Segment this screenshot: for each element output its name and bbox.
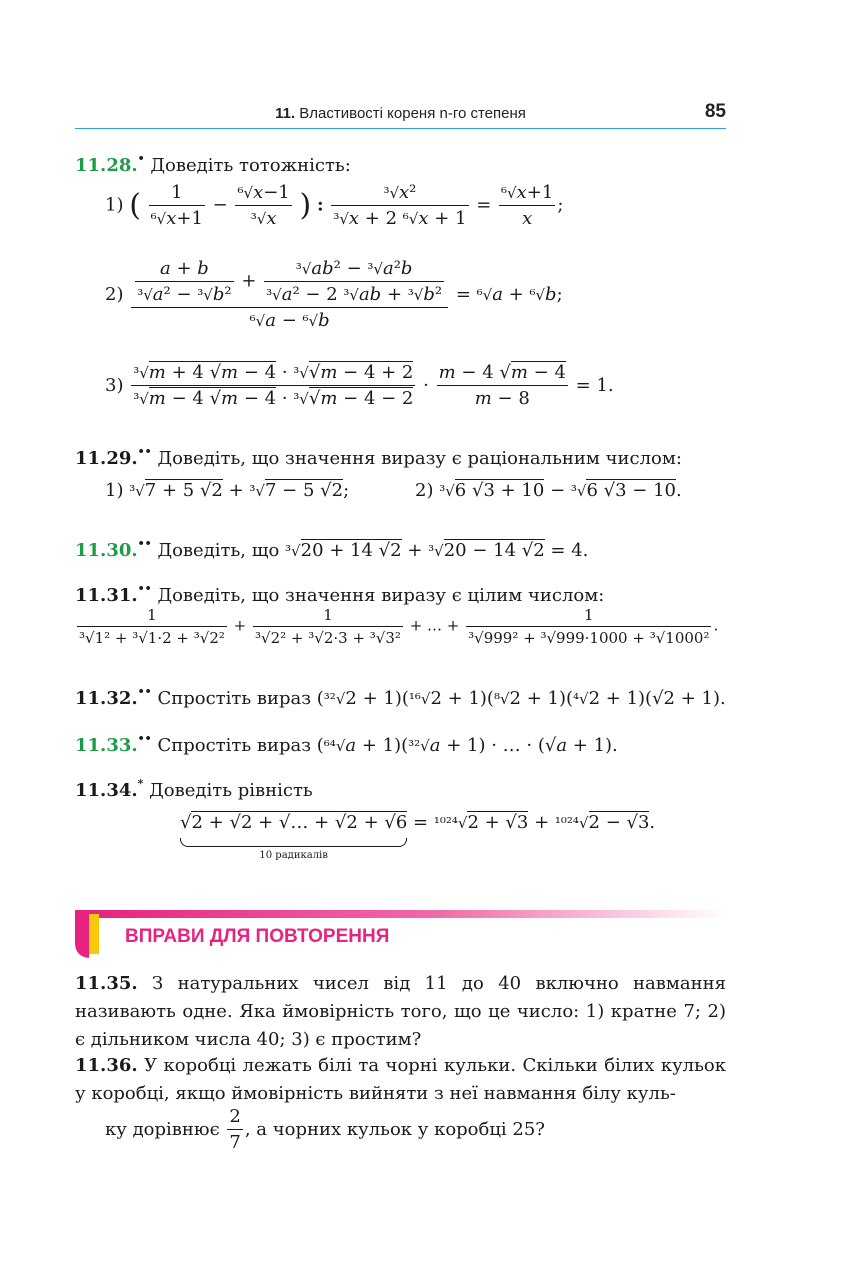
exercise-number: 11.33. [75,735,138,756]
fraction: $\frac{\text{⁶√x−1}}{\text{³√x}}$ [237,182,290,229]
identity-3: 3) $\frac{\text{³√m + 4 √m − 4 · ³√√m − 4 + 2}}{\text{³√m − 4 √m − 4 · ³√√m − 4 − 2}}$ · $\frac{m - 4 √m - 4}{m - 8}$ = 1. [105,362,614,409]
section-title [75,105,726,122]
exercise-text: Спростіть вираз [157,688,312,709]
identity-1: 1) ( $\frac{1}{\text{⁶√x+1}}$ − $\frac{\text{⁶√x−1}}{\text{³√x}}$ ) : $\frac{\text{³√x²}}{\text{³√x + 2 ⁶√x + 1}}$ = $\frac{\text{⁶√x+1}}{x}$ ; [105,182,564,229]
item-label: 2) [105,284,124,305]
difficulty-mark: •• [137,685,152,698]
nested-radical-equation: √2 + √2 + √… + √2 + √6 10 радикалів = ¹⁰²⁴√2 + √3 + ¹⁰²⁴√2 − √3. [180,812,656,861]
exercise-text: Доведіть, що [157,540,280,561]
exercise-number: 11.35. [75,973,138,994]
exercise-number: 11.32. [75,688,138,709]
fraction-denominator: 7 [229,1132,241,1153]
exercise-text: Доведіть рівність [149,780,313,801]
fraction [227,1106,242,1153]
difficulty-mark: •• [137,582,152,595]
exercise-number: 11.30. [75,540,138,561]
section-title-text: Властивості кореня n-го степеня [299,105,526,122]
running-header [75,100,726,129]
brace-label: 10 радикалів [259,850,328,861]
fraction: $\frac{\text{⁶√x+1}}{x}$ [501,182,554,229]
exercise-11-29 [75,445,682,469]
exercise-number: 11.36. [75,1055,138,1076]
fraction: $\frac{1}{\text{³√999² + ³√999·1000 + ³√1000²}}$ [468,606,710,647]
exercise-number: 11.34. [75,780,138,801]
exercise-text: , а чорних кульок у коробці 25? [244,1119,545,1140]
difficulty-mark: • [137,152,145,165]
difficulty-mark: •• [137,732,152,745]
exercise-text: Доведіть, що значення виразу є раціональним числом: [157,448,682,469]
exercise-text: Доведіть, що значення виразу є цілим числом: [157,585,605,606]
identity-2: 2) $\frac{a + b}{\text{³√a² − ³√b²}}$ + $\frac{\text{³√ab² − ³√a²b}}{\text{³√a² − 2 ³√ab + ³√b²}}$ ⁶√a − ⁶√b = ⁶√a + ⁶√b; [105,258,563,331]
difficulty-mark: •• [137,537,152,550]
item-label: 1) [105,480,124,501]
exercise-11-33: 11.33.•• Спростіть вираз (⁶⁴√a + 1)(³²√a + 1) · … · (√a + 1). [75,732,618,756]
exercise-11-30: 11.30.•• Доведіть, що ³√20 + 14 √2 + ³√20 − 14 √2 = 4. [75,537,589,561]
review-section-banner [75,910,726,960]
fraction: $\frac{\text{³√m + 4 √m − 4 · ³√√m − 4 + 2}}{\text{³√m − 4 √m − 4 · ³√√m − 4 − 2}}$ [133,362,414,409]
fraction: $\frac{m - 4 √m - 4}{m - 8}$ [438,362,566,409]
fraction: $\frac{a + b}{\text{³√a² − ³√b²}}$ + $\frac{\text{³√ab² − ³√a²b}}{\text{³√a² − 2 ³√ab + ³√b²}}$ ⁶√a − ⁶√b [131,258,448,331]
fraction: $\frac{1}{\text{³√2² + ³√2·3 + ³√3²}}$ [255,606,401,647]
fraction-numerator: 2 [227,1106,242,1130]
fraction: $\frac{1}{\text{⁶√x+1}}$ [150,182,203,229]
item-label: 1) [105,194,124,216]
page-number: 85 [704,101,726,122]
fraction: $\frac{\text{³√x²}}{\text{³√x + 2 ⁶√x + 1}}$ [333,182,467,229]
exercise-11-36-cont [105,1106,545,1153]
expression-11-29-1: 1) ³√7 + 5 √2 + ³√7 − 5 √2; [105,480,350,501]
item-label: 2) [415,480,434,501]
exercise-number: 11.31. [75,585,138,606]
exercise-11-36 [75,1052,726,1108]
banner-stripe [85,910,726,918]
exercise-text: З натуральних чисел від 11 до 40 включно навмання називають одне. Яка ймовірність того, що це число: 1) кратне 7; 2) є дільником числа 40; 3) є простим? [75,973,726,1050]
banner-tab-yellow [89,914,99,954]
banner-tab-pink [75,910,89,958]
review-heading: ВПРАВИ ДЛЯ ПОВТОРЕННЯ [125,926,390,947]
exercise-text: У коробці лежать білі та чорні кульки. Скільки білих кульок у коробці, якщо ймовірність вийняти з неї навмання білу куль- [75,1055,726,1104]
exercise-11-32: 11.32.•• Спростіть вираз (³²√2 + 1)(¹⁶√2 + 1)(⁸√2 + 1)(⁴√2 + 1)(√2 + 1). [75,685,726,709]
section-number: 11. [275,105,296,122]
exercise-11-35 [75,970,726,1054]
difficulty-mark: •• [137,445,152,458]
exercise-11-28 [75,152,351,176]
fraction: $\frac{1}{\text{³√1² + ³√1·2 + ³√2²}}$ [79,606,225,647]
exercise-11-31 [75,582,604,606]
exercise-number: 11.28. [75,155,138,176]
exercise-text: Доведіть тотожність: [150,155,351,176]
exercise-11-34 [75,777,313,801]
expression-11-29-2: 2) ³√6 √3 + 10 − ³√6 √3 − 10. [415,480,682,501]
item-label: 3) [105,375,124,396]
exercise-text: ку дорівнює [105,1119,220,1140]
exercise-number: 11.29. [75,448,138,469]
sum-expression: $\frac{1}{\text{³√1² + ³√1·2 + ³√2²}}$ + $\frac{1}{\text{³√2² + ³√2·3 + ³√3²}}$ + … + $\frac{1}{\text{³√999² + ³√999·1000 + ³√1000²}}$ . [79,606,719,647]
difficulty-mark: * [137,777,144,790]
exercise-text: Спростіть вираз [157,735,312,756]
